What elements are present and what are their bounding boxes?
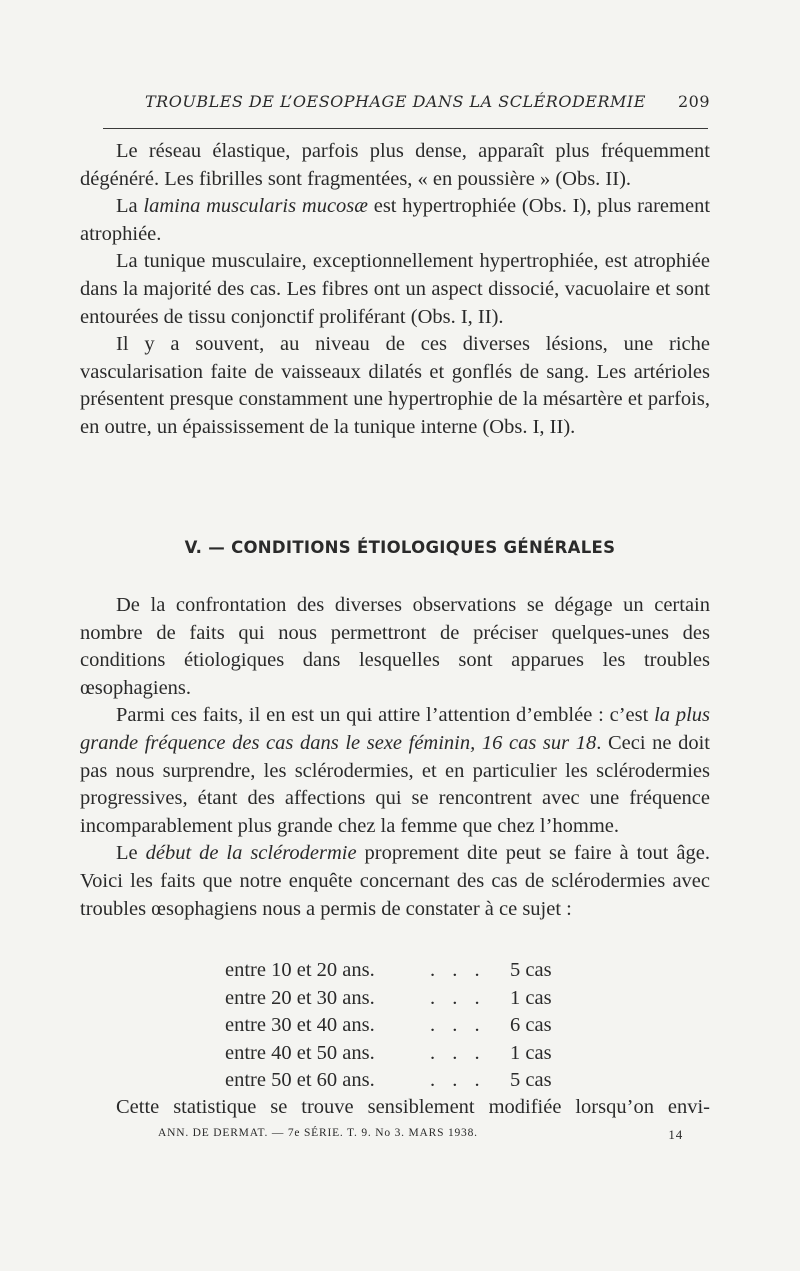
paragraph xyxy=(80,702,710,840)
dot-leader: . . . xyxy=(430,1041,486,1064)
age-row xyxy=(225,985,595,1013)
case-count: 5 cas xyxy=(510,959,552,981)
dot-leader: . . . xyxy=(430,959,486,981)
italic-text: la plus grande fréquence des cas dans le sexe féminin, 16 cas sur 18 xyxy=(80,704,711,754)
text-run: La xyxy=(116,195,144,218)
dot-leader: . . . xyxy=(430,1014,486,1037)
age-range: entre 10 et 20 ans. xyxy=(225,959,375,981)
age-row xyxy=(225,1012,595,1040)
italic-text: lamina muscularis mucosæ xyxy=(143,195,368,218)
dot-leader: . . . xyxy=(430,986,486,1009)
case-count: 6 cas xyxy=(510,1014,552,1037)
continuation-line: Cette statistique se trouve sensiblement modifiée lorsqu’on envi- xyxy=(116,1096,710,1118)
age-row xyxy=(225,1040,595,1068)
text-run: est hypertrophiée (Obs. I), plus rarement atrophiée. xyxy=(80,195,711,245)
section-two-text xyxy=(80,592,710,923)
text-run: . Ceci ne doit pas nous surprendre, les sclérodermies, et en particulier les sclérodermies progressives, étant des affections qui se rencontrent avec une fréquence incomparablement plus grande chez la femme que chez l’homme. xyxy=(80,731,711,837)
text-run: Il y a souvent, au niveau de ces diverses lésions, une riche vascularisation faite de vaisseaux dilatés et gonflés de sang. Les artérioles présentent presque constamment une hypertrophie de la mésartère et parfois, en outre, un épaississement de la tunique interne (Obs. I, II). xyxy=(80,333,710,438)
age-range: entre 40 et 50 ans. xyxy=(225,1041,375,1064)
running-head-title: TROUBLES DE L’OESOPHAGE DANS LA SCLÉRODERMIE xyxy=(145,92,646,111)
section-one-text xyxy=(80,138,710,442)
header-rule xyxy=(103,128,708,129)
text-run: Parmi ces faits, il en est un qui attire l’attention d’emblée : c’est xyxy=(116,704,655,727)
paragraph xyxy=(80,193,710,248)
age-range: entre 30 et 40 ans. xyxy=(225,1014,375,1037)
paragraph xyxy=(80,331,710,441)
paragraph xyxy=(80,840,710,923)
case-count: 1 cas xyxy=(510,1041,552,1064)
text-run: De la confrontation des diverses observations se dégage un certain nombre de faits qui nous permettront de préciser quelques-unes des conditions étiologiques dans lesquelles sont apparues les troubles œsophagiens. xyxy=(80,594,710,699)
age-row xyxy=(225,957,595,985)
dot-leader: . . . xyxy=(430,1069,486,1092)
text-run: proprement dite peut se faire à tout âge. Voici les faits que notre enquête concernant des cas de sclérodermies avec troubles œsophagiens nous a permis de constater à ce sujet : xyxy=(80,842,711,920)
page-number: 209 xyxy=(677,92,710,111)
paragraph xyxy=(80,248,710,331)
case-count: 1 cas xyxy=(510,986,552,1009)
text-run: La tunique musculaire, exceptionnellement hypertrophiée, est atrophiée dans la majorité des cas. Les fibres ont un aspect dissocié, vacuolaire et sont entourées de tissu conjonctif proliférant (Obs. I, II). xyxy=(80,250,710,328)
age-range: entre 50 et 60 ans. xyxy=(225,1069,375,1092)
text-run: Le xyxy=(116,842,146,865)
case-count: 5 cas xyxy=(510,1069,552,1092)
italic-text: début de la sclérodermie xyxy=(145,842,357,865)
age-statistics-table xyxy=(225,957,595,1095)
paragraph xyxy=(80,138,710,193)
journal-citation: ANN. DE DERMAT. — 7e SÉRIE. T. 9. No 3. MARS 1938. xyxy=(158,1127,478,1139)
section-heading: V. — CONDITIONS ÉTIOLOGIQUES GÉNÉRALES xyxy=(184,538,616,557)
signature-mark: 14 xyxy=(668,1127,683,1142)
paragraph xyxy=(80,592,710,702)
age-range: entre 20 et 30 ans. xyxy=(225,986,375,1009)
text-run: Le réseau élastique, parfois plus dense, apparaît plus fréquemment dégénéré. Les fibrilles sont fragmentées, « en poussière » (Obs. II). xyxy=(80,140,710,190)
age-row xyxy=(225,1067,595,1095)
